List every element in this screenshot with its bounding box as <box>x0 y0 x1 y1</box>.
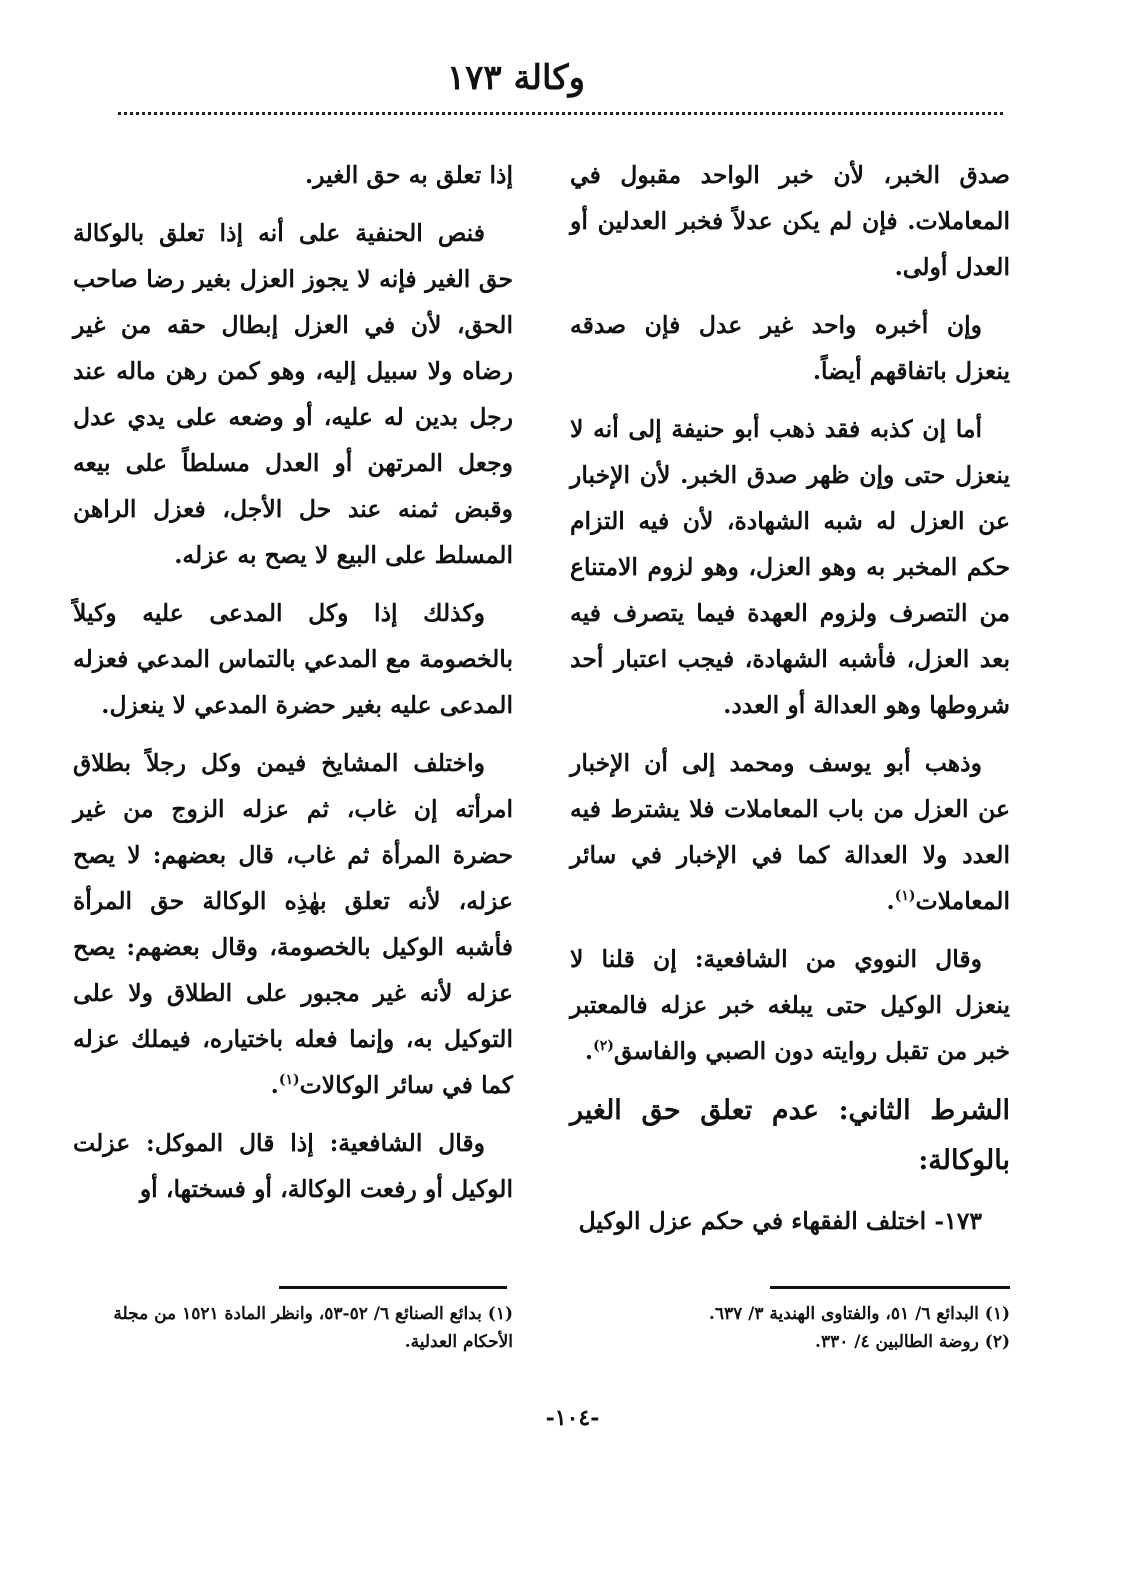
paragraph-end: . <box>270 1071 279 1099</box>
paragraph: إذا تعلق به حق الغير. <box>304 161 513 189</box>
paragraph-end: . <box>584 1037 594 1065</box>
footnote: (١) بدائع الصنائع ٦/ ٥٢-٥٣، وانظر المادة ١٥٢١ من مجلة الأحكام العدلية. <box>113 1304 513 1352</box>
paragraph: وإن أخبره واحد غير عدل فإن صدقه ينعزل باتفاقهم أيضاً. <box>570 311 1010 385</box>
paragraph-text: وقال النووي من الشافعية: إن قلنا لا ينعزل الوكيل حتى يبلغه خبر عزله فالمعتبر خبر من تقبل روايته دون الصبي والفاسق <box>570 945 1010 1065</box>
footnotes-right <box>570 1300 1010 1356</box>
footnote: (٢) روضة الطالبين ٤/ ٣٣٠. <box>815 1332 1010 1352</box>
paragraph: أما إن كذبه فقد ذهب أبو حنيفة إلى أنه لا ينعزل حتى وإن ظهر صدق الخبر. لأن الإخبار عن العزل له شبه الشهادة، لأن فيه التزام حكم المخبر به وهو العزل، وهو لزوم الامتناع من التصرف ولزوم العهدة فيما يتصرف فيه بعد العزل، فأشبه الشهادة، فيجب اعتبار أحد شروطها وهو العدالة أو العدد. <box>570 415 1010 719</box>
page-number: -١٠٤- <box>545 1405 600 1431</box>
footnote-rule-right <box>770 1286 1010 1289</box>
paragraph: فنص الحنفية على أنه إذا تعلق بالوكالة حق الغير فإنه لا يجوز العزل بغير رضا صاحب الحق، لأن في العزل إبطال حقه من غير رضاه ولا سبيل إليه، وهو كمن رهن ماله عند رجل بدين له عليه، أو وضعه على يدي عدل وجعل المرتهن أو العدل مسلطاً على بيعه وقبض ثمنه عند حل الأجل، فعزل الراهن المسلط على البيع لا يصح به عزله. <box>73 219 513 569</box>
footnote-ref: (١) <box>278 1072 300 1089</box>
footnote-ref: (٢) <box>593 1038 614 1055</box>
paragraph: صدق الخبر، لأن خبر الواحد مقبول في المعاملات. فإن لم يكن عدلاً فخبر العدلين أو العدل أولى. <box>570 161 1010 281</box>
footnote-rule-left <box>279 1286 507 1289</box>
paragraph <box>73 740 513 1108</box>
paragraph-end: . <box>886 887 895 915</box>
paragraph: ١٧٣- اختلف الفقهاء في حكم عزل الوكيل <box>578 1207 982 1235</box>
paragraph-text: وذهب أبو يوسف ومحمد إلى أن الإخبار عن العزل من باب المعاملات فلا يشترط فيه العدد ولا العدالة كما في الإخبار في سائر المعاملات <box>570 749 1010 915</box>
footnotes-left <box>73 1300 513 1356</box>
header-dotted-rule <box>118 112 1003 115</box>
running-header: وكالة ١٧٣ <box>446 58 585 98</box>
paragraph: وقال الشافعية: إذا قال الموكل: عزلت الوكيل أو رفعت الوكالة، أو فسختها، أو <box>73 1129 513 1203</box>
paragraph <box>570 936 1010 1074</box>
paragraph <box>570 740 1010 924</box>
footnote: (١) البدائع ٦/ ٥١، والفتاوى الهندية ٣/ ٦٣٧. <box>708 1304 1010 1324</box>
left-column <box>73 152 513 1224</box>
paragraph-text: واختلف المشايخ فيمن وكل رجلاً بطلاق امرأته إن غاب، ثم عزله الزوج من غير حضرة المرأة ثم غاب، قال بعضهم: لا يصح عزله، لأنه تعلق بهٰذِه الوكالة حق المرأة فأشبه الوكيل بالخصومة، وقال بعضهم: يصح عزله لأنه غير مجبور على الطلاق ولا على التوكيل به، وإنما فعله باختياره، فيملك عزله كما في سائر الوكالات <box>73 749 513 1099</box>
section-heading: الشرط الثاني: عدم تعلق حق الغير بالوكالة: <box>570 1095 1010 1176</box>
footnote-ref: (١) <box>894 888 916 905</box>
right-column <box>570 152 1010 1256</box>
paragraph: وكذلك إذا وكل المدعى عليه وكيلاً بالخصومة مع المدعي بالتماس المدعي فعزله المدعى عليه بغير حضرة المدعي لا ينعزل. <box>73 599 513 719</box>
